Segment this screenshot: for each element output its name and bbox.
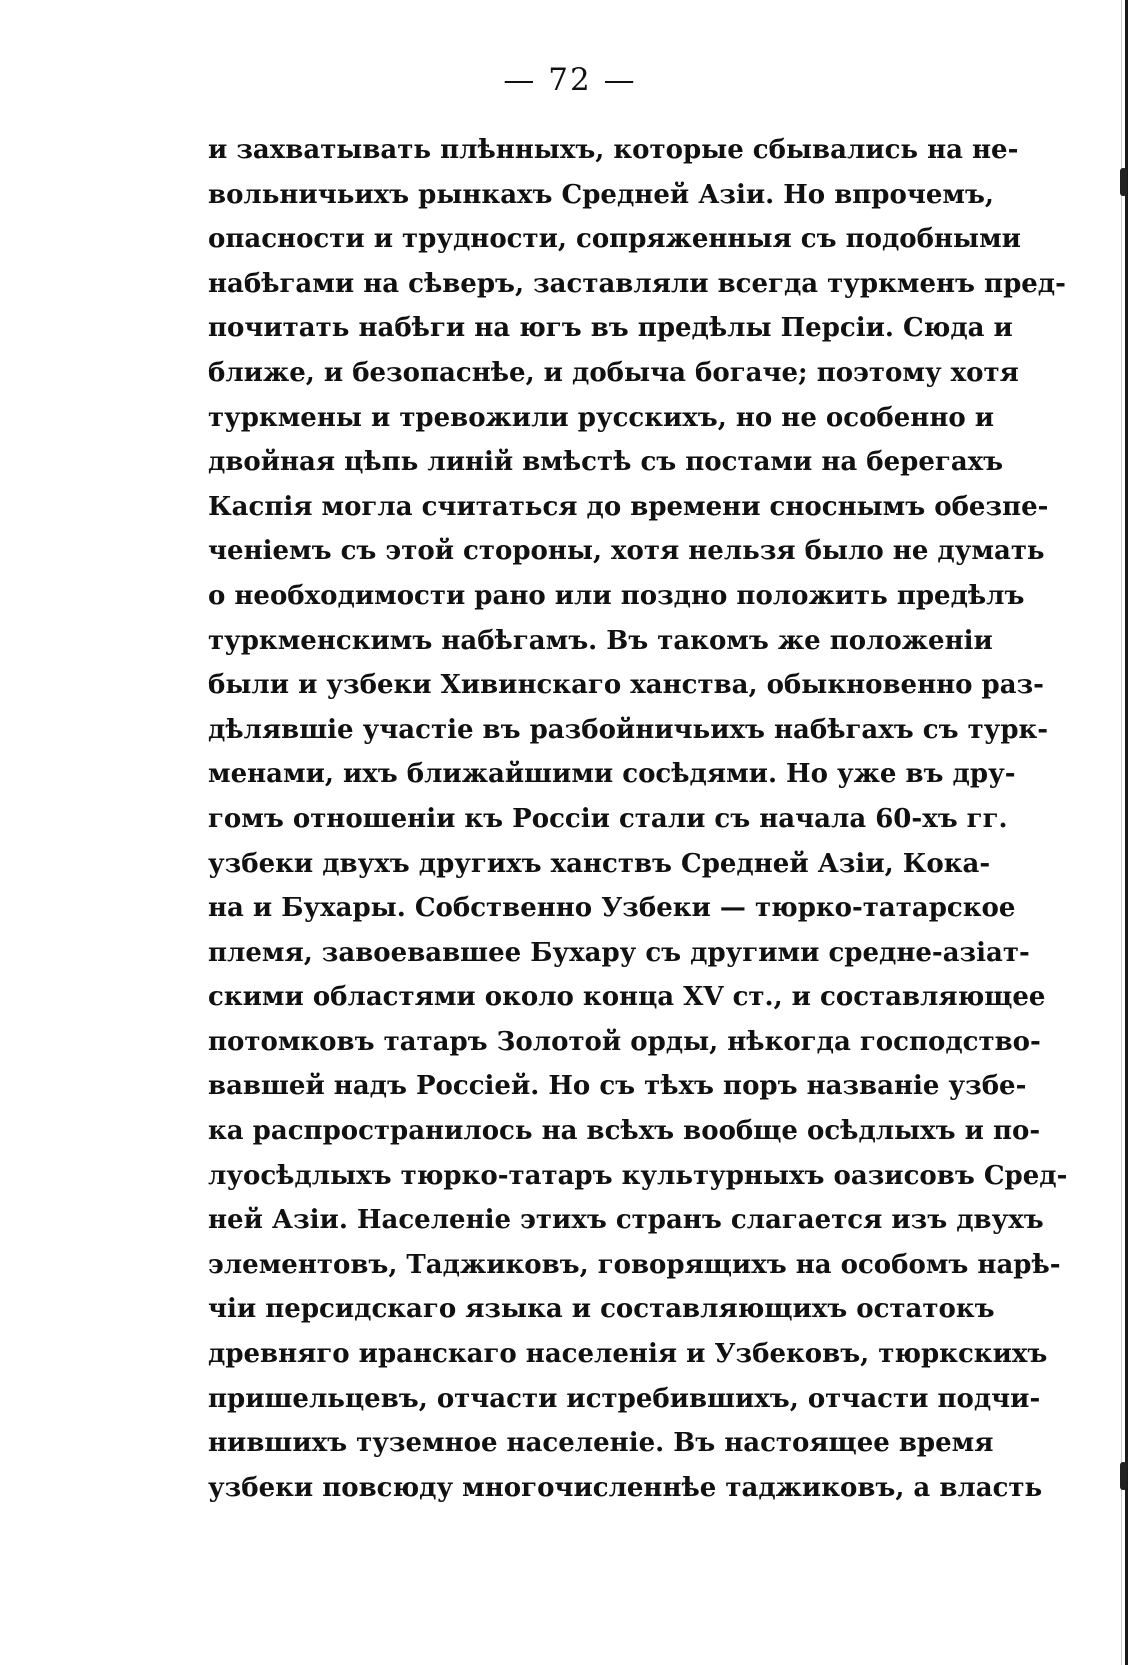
text-line: скими областями около конца XV ст., и составляющее bbox=[208, 982, 1046, 1013]
text-line: дѣлявшіе участіе въ разбойничьихъ набѣгахъ съ турк- bbox=[208, 714, 1049, 745]
edge-mark bbox=[1120, 1462, 1127, 1490]
text-line: о необходимости рано или поздно положить предѣлъ bbox=[208, 580, 1025, 611]
page-edge bbox=[1125, 0, 1128, 1665]
edge-mark bbox=[1120, 168, 1127, 196]
text-line: вольничьихъ рынкахъ Средней Азіи. Но впрочемъ, bbox=[208, 179, 994, 210]
text-line: нившихъ туземное населеніе. Въ настоящее время bbox=[208, 1428, 994, 1459]
page-number: — 72 — bbox=[503, 62, 637, 98]
text-line: узбеки двухъ другихъ ханствъ Средней Азіи, Кока- bbox=[208, 848, 991, 879]
text-line: ка распространилось на всѣхъ вообще осѣдлыхъ и по- bbox=[208, 1116, 1041, 1147]
text-line: гомъ отношеніи къ Россіи стали съ начала 60-хъ гг. bbox=[208, 803, 1008, 834]
text-line: ченіемъ съ этой стороны, хотя нельзя было не думать bbox=[208, 536, 1045, 567]
text-line: туркменскимъ набѣгамъ. Въ такомъ же положеніи bbox=[208, 625, 993, 656]
page-edge-shadow bbox=[1121, 0, 1122, 1665]
text-line: опасности и трудности, сопряженныя съ подобными bbox=[208, 224, 1021, 255]
text-line: ближе, и безопаснѣе, и добыча богаче; поэтому хотя bbox=[208, 357, 1019, 388]
text-line: были и узбеки Хивинскаго ханства, обыкновенно раз- bbox=[208, 670, 1044, 701]
text-line: элементовъ, Таджиковъ, говорящихъ на особомъ нарѣ- bbox=[208, 1249, 1061, 1280]
text-line: потомковъ татаръ Золотой орды, нѣкогда господство- bbox=[208, 1026, 1041, 1057]
text-line: и захватывать плѣнныхъ, которые сбывались на не- bbox=[208, 135, 1019, 165]
text-line: Каспія могла считаться до времени сноснымъ обезпе- bbox=[208, 491, 1049, 522]
text-line: набѣгами на сѣверъ, заставляли всегда туркменъ пред- bbox=[208, 268, 1066, 299]
text-line: на и Бухары. Собственно Узбеки — тюрко-татарское bbox=[208, 893, 1016, 924]
text-line: чіи персидскаго языка и составляющихъ остатокъ bbox=[208, 1294, 995, 1325]
text-line: менами, ихъ ближайшими сосѣдями. Но уже въ дру- bbox=[208, 759, 1016, 790]
text-line: племя, завоевавшее Бухару съ другими средне-азіат- bbox=[208, 937, 1030, 968]
text-line: луосѣдлыхъ тюрко-татаръ культурныхъ оазисовъ Сред- bbox=[208, 1160, 1068, 1191]
text-line: двойная цѣпь линій вмѣстѣ съ постами на берегахъ bbox=[208, 447, 1004, 478]
text-line: почитать набѣги на югъ въ предѣлы Персіи. Сюда и bbox=[208, 313, 1013, 344]
body-text bbox=[208, 128, 1068, 1510]
text-line: узбеки повсюду многочисленнѣе таджиковъ, а власть bbox=[208, 1472, 1043, 1503]
text-line: ней Азіи. Населеніе этихъ странъ слагается изъ двухъ bbox=[208, 1205, 1044, 1236]
text-line: пришельцевъ, отчасти истребившихъ, отчасти подчи- bbox=[208, 1383, 1041, 1414]
text-line: вавшей надъ Россіей. Но съ тѣхъ поръ названіе узбе- bbox=[208, 1071, 1027, 1102]
text-line: туркмены и тревожили русскихъ, но не особенно и bbox=[208, 402, 995, 433]
text-line: древняго иранскаго населенія и Узбековъ, тюркскихъ bbox=[208, 1339, 1048, 1370]
